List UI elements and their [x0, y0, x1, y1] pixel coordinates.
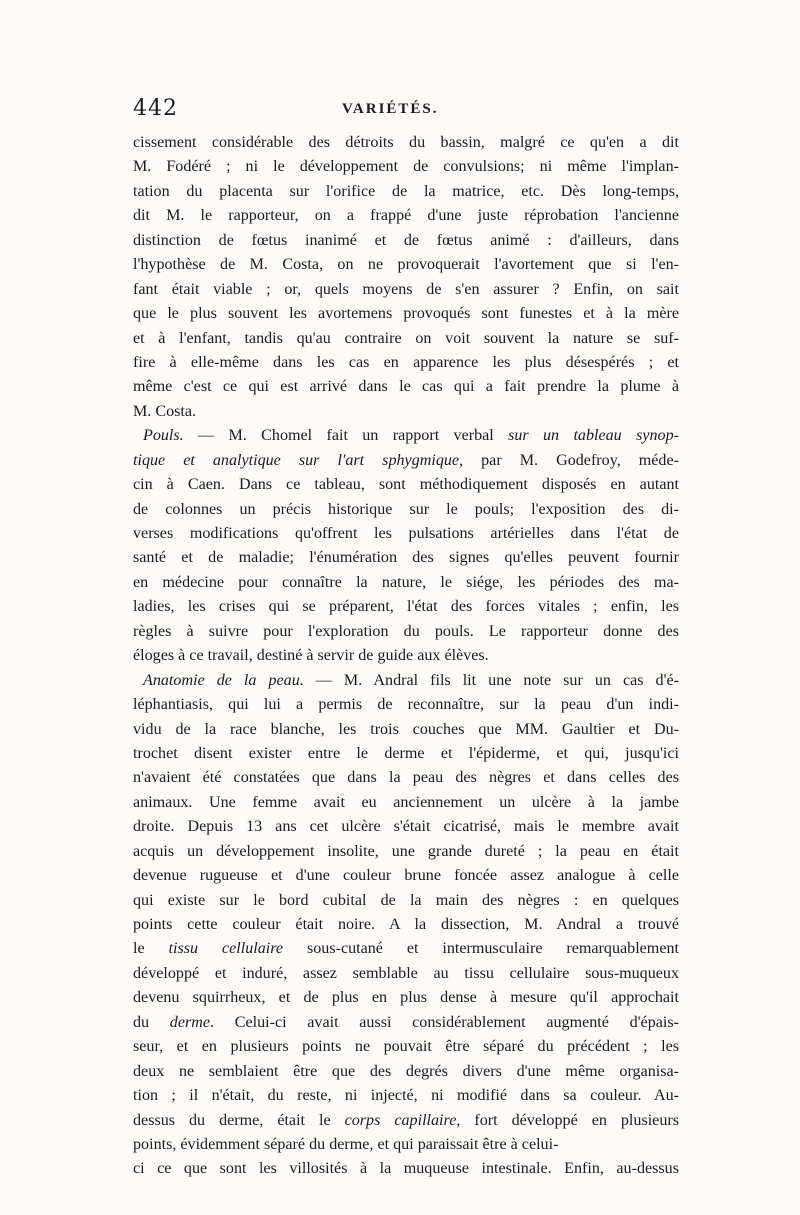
text-line	[133, 180, 679, 204]
text-run: l'hypothèse de M. Costa, on ne provoquerait l'avortement que si l'en-	[133, 256, 679, 274]
text-run: M. Costa.	[133, 402, 197, 420]
text-line	[133, 327, 679, 351]
text-run: éloges à ce travail, destiné à servir de guide aux élèves.	[133, 647, 489, 665]
text-run: ci ce que sont les villosités à la muqueuse intestinale. Enfin, au-dessus	[133, 1160, 679, 1178]
text-line	[133, 1133, 679, 1157]
text-run: que le plus souvent les avortemens provoqués sont funestes et à la mère	[133, 305, 679, 323]
text-run: devenue rugueuse et d'une couleur brune foncée assez analogue à celle	[133, 867, 679, 885]
text-run: en médecine pour connaître la nature, le siége, les périodes des ma-	[133, 573, 679, 591]
text-run: développé et induré, assez semblable au tissu cellulaire sous-muqueux	[133, 964, 679, 982]
text-line	[133, 131, 679, 155]
text-line	[133, 595, 679, 619]
page-header	[133, 96, 679, 126]
text-line	[133, 229, 679, 253]
text-run: distinction de fœtus inanimé et de fœtus animé : d'ailleurs, dans	[133, 231, 679, 249]
text-line	[133, 400, 679, 424]
text-line	[133, 644, 679, 668]
text-line	[133, 815, 679, 839]
text-run: — M. Andral fils lit une note sur un cas d'é-	[303, 671, 679, 689]
text-line	[133, 522, 679, 546]
text-line	[133, 1109, 679, 1133]
text-run: règles à suivre pour l'exploration du pouls. Le rapporteur donne des	[133, 622, 679, 640]
text-line	[133, 1157, 679, 1181]
text-line	[133, 937, 679, 961]
text-line	[133, 375, 679, 399]
text-line	[133, 155, 679, 179]
text-run: vidu de la race blanche, les trois couches que MM. Gaultier et Du-	[133, 720, 679, 738]
text-run: le	[133, 940, 169, 958]
text-run: santé et de maladie; l'énumération des signes qu'elles peuvent fournir	[133, 549, 679, 567]
text-run: , par M. Godefroy, méde-	[459, 451, 679, 469]
text-run: qui existe sur le bord cubital de la main des nègres : en quelques	[133, 891, 679, 909]
text-run: , fort développé en plusieurs	[456, 1111, 679, 1129]
text-line	[133, 986, 679, 1010]
text-line	[133, 302, 679, 326]
italic-text: tissu cellulaire	[168, 940, 284, 958]
text-line	[133, 253, 679, 277]
text-line	[133, 718, 679, 742]
text-line	[133, 278, 679, 302]
text-line	[133, 546, 679, 570]
text-line	[133, 424, 679, 448]
italic-text: corps capillaire	[344, 1111, 457, 1129]
text-line	[133, 351, 679, 375]
text-run: acquis un développement insolite, une grande dureté ; la peau en était	[133, 842, 679, 860]
text-line	[133, 742, 679, 766]
text-run: tion ; il n'était, du reste, ni injecté, ni modifié dans sa couleur. Au-	[133, 1087, 679, 1105]
text-run: deux ne semblaient être que des degrés divers d'une même organisa-	[133, 1062, 679, 1080]
text-run: — M. Chomel fait un rapport verbal	[183, 427, 509, 445]
text-run: cin à Caen. Dans ce tableau, sont méthodiquement disposés en autant	[133, 476, 679, 494]
italic-text: sur un tableau synop-	[508, 427, 679, 445]
text-run: verses modifications qu'offrent les pulsations artérielles dans l'état de	[133, 525, 679, 542]
italic-text: Pouls.	[143, 427, 184, 445]
text-run: dessus du derme, était le	[133, 1111, 345, 1129]
text-line	[133, 693, 679, 717]
text-line	[133, 840, 679, 864]
text-run: seur, et en plusieurs points ne pouvait être séparé du précédent ; les	[133, 1038, 679, 1056]
text-line	[133, 864, 679, 888]
text-run: fant était viable ; or, quels moyens de s'en assurer ? Enfin, on sait	[133, 280, 679, 298]
text-run: fire à elle-même dans les cas en apparence les plus désespérés ; et	[133, 353, 679, 371]
text-run: cissement considérable des détroits du bassin, malgré ce qu'en a dit	[133, 134, 679, 151]
text-run: points, évidemment séparé du derme, et qui paraissait être à celui-	[133, 1135, 559, 1153]
text-run: points cette couleur était noire. A la dissection, M. Andral a trouvé	[133, 916, 679, 933]
text-run: devenu squirrheux, et de plus en plus dense à mesure qu'il approchait	[133, 989, 679, 1007]
text-line	[133, 889, 679, 913]
text-run: tation du placenta sur l'orifice de la matrice, etc. Dès long-temps,	[133, 182, 679, 200]
text-line	[133, 791, 679, 815]
text-run: M. Fodéré ; ni le développement de convulsions; ni même l'implan-	[133, 158, 679, 176]
text-line	[133, 204, 679, 228]
text-line	[133, 449, 679, 473]
text-run: du	[133, 1013, 170, 1031]
text-run: animaux. Une femme avait eu anciennement un ulcère à la jambe	[133, 793, 679, 811]
italic-text: derme	[169, 1013, 211, 1031]
text-run: . Celui-ci avait aussi considérablement augmenté d'épais-	[210, 1013, 679, 1031]
text-line	[133, 620, 679, 644]
text-line	[133, 1035, 679, 1059]
text-line	[133, 962, 679, 986]
text-run: même c'est ce qui est arrivé dans le cas qui a fait prendre la plume à	[133, 378, 679, 396]
text-line	[133, 669, 679, 693]
text-run: sous-cutané et intermusculaire remarquablement	[283, 940, 679, 958]
text-run: ladies, les crises qui se préparent, l'état des forces vitales ; enfin, les	[133, 598, 679, 616]
running-head: VARIÉTÉS.	[342, 101, 439, 117]
text-run: et à l'enfant, tandis qu'au contraire on voit souvent la nature se suf-	[133, 329, 679, 347]
text-line	[133, 1011, 679, 1035]
italic-text: tique et analytique sur l'art sphygmique	[133, 451, 460, 469]
text-line	[133, 766, 679, 790]
text-run: droite. Depuis 13 ans cet ulcère s'était cicatrisé, mais le membre avait	[133, 818, 679, 836]
italic-text: Anatomie de la peau.	[143, 671, 304, 689]
text-line	[133, 1084, 679, 1108]
text-run: trochet disent exister entre le derme et l'épiderme, et qui, jusqu'ici	[133, 744, 679, 762]
text-line	[133, 473, 679, 497]
text-line	[133, 1060, 679, 1084]
text-run: n'avaient été constatées que dans la peau des nègres et dans celles des	[133, 769, 679, 787]
text-line	[133, 913, 679, 937]
text-line	[133, 498, 679, 522]
text-run: dit M. le rapporteur, on a frappé d'une juste réprobation l'ancienne	[133, 207, 679, 225]
page-number: 442	[133, 96, 178, 121]
body-text	[133, 131, 679, 1182]
text-run: léphantiasis, qui lui a permis de reconnaître, sur la peau d'un indi-	[133, 696, 679, 714]
text-line	[133, 571, 679, 595]
text-run: de colonnes un précis historique sur le pouls; l'exposition des di-	[133, 500, 679, 518]
